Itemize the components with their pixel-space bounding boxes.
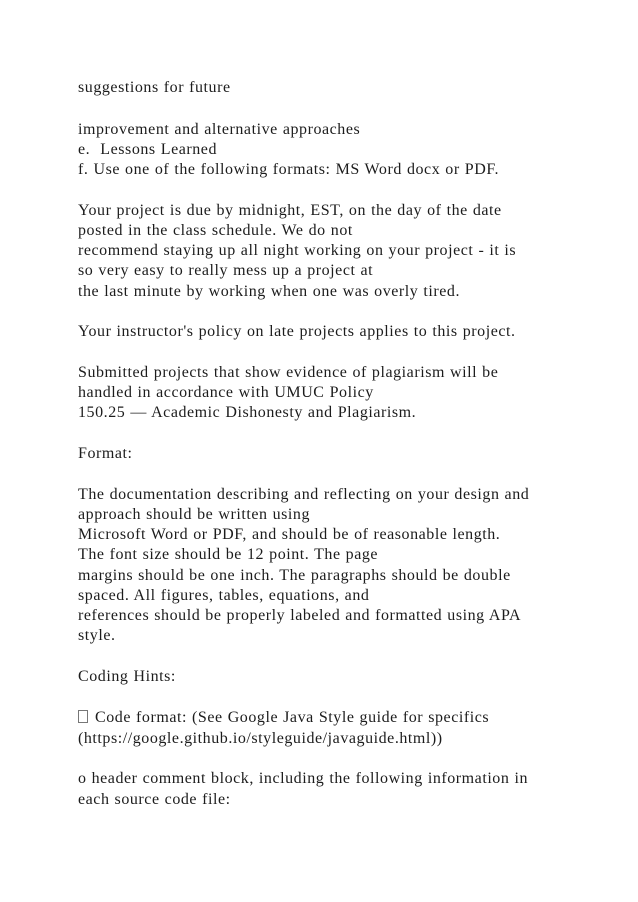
text-line: margins should be one inch. The paragraphs should be double	[78, 567, 511, 584]
text-line: suggestions for future	[78, 79, 231, 96]
text-line: recommend staying up all night working on your project - it is	[78, 242, 517, 259]
text-line: Coding Hints:	[78, 668, 176, 685]
text-line: each source code file:	[78, 791, 231, 808]
text-line: the last minute by working when one was overly tired.	[78, 283, 461, 300]
text-line: 150.25 — Academic Dishonesty and Plagiarism.	[78, 404, 417, 421]
missing-glyph-bullet-icon	[78, 710, 88, 723]
text-line: so very easy to really mess up a project at	[78, 262, 374, 279]
text-line: spaced. All figures, tables, equations, and	[78, 587, 370, 604]
text-line: style.	[78, 627, 116, 644]
text-line: posted in the class schedule. We do not	[78, 222, 353, 239]
text-line: o header comment block, including the following information in	[78, 770, 529, 787]
bullet-line	[78, 708, 489, 728]
text-line: handled in accordance with UMUC Policy	[78, 384, 374, 401]
text-line: references should be properly labeled and formatted using APA	[78, 607, 522, 624]
text-line: Your project is due by midnight, EST, on the day of the date	[78, 202, 502, 219]
text-line: approach should be written using	[78, 506, 310, 523]
text-line: f. Use one of the following formats: MS Word docx or PDF.	[78, 161, 500, 178]
text-line: (https://google.github.io/styleguide/javaguide.html))	[78, 730, 443, 747]
text-line: e. Lessons Learned	[78, 141, 218, 158]
text-line: The documentation describing and reflecting on your design and	[78, 486, 530, 503]
text-line: improvement and alternative approaches	[78, 121, 361, 138]
text-line: Microsoft Word or PDF, and should be of reasonable length.	[78, 526, 501, 543]
text-line: Your instructor's policy on late projects applies to this project.	[78, 323, 516, 340]
text-line: The font size should be 12 point. The page	[78, 546, 379, 563]
text-line: Code format: (See Google Java Style guide for specifics	[95, 709, 490, 726]
text-line: Format:	[78, 445, 133, 462]
text-line: Submitted projects that show evidence of plagiarism will be	[78, 364, 499, 381]
